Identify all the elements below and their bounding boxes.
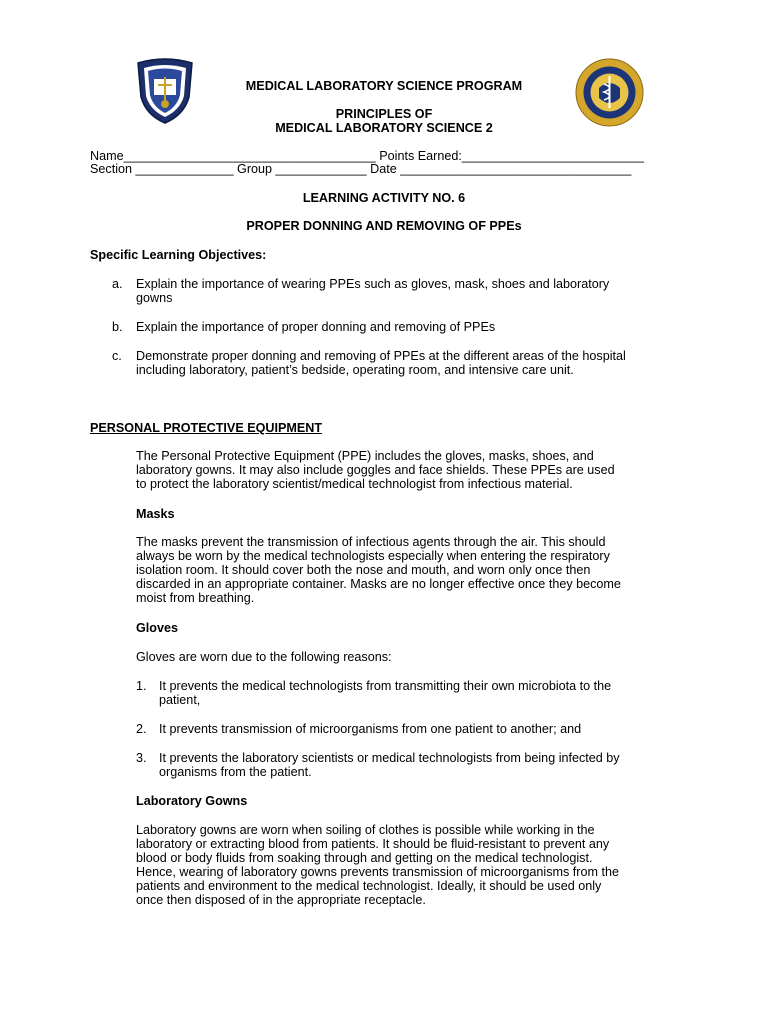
gloves-heading: Gloves <box>136 621 178 635</box>
ppe-intro-line: to protect the laboratory scientist/medical technologist from infectious material. <box>136 477 573 491</box>
gloves-item-line: It prevents the laboratory scientists or medical technologists from being infected by <box>159 751 620 765</box>
gloves-item-line: organisms from the patient. <box>159 765 312 779</box>
objective-text-line: Explain the importance of proper donning and removing of PPEs <box>136 320 496 334</box>
gloves-item-marker: 3. <box>136 751 147 765</box>
gowns-heading: Laboratory Gowns <box>136 794 248 808</box>
gowns-text-line: blood or body fluids from soaking through and getting on the medical technologist. <box>136 851 593 865</box>
activity-number: LEARNING ACTIVITY NO. 6 <box>302 191 466 205</box>
course-title-line-1: PRINCIPLES OF <box>335 107 433 121</box>
objective-text-line: including laboratory, patient’s bedside, operating room, and intensive care unit. <box>136 363 574 377</box>
masks-text-line: always be worn by the medical technologists especially when entering the respiratory <box>136 549 610 563</box>
gowns-text-line: once then disposed of in the appropriate receptacle. <box>136 893 426 907</box>
objective-text-line: Demonstrate proper donning and removing of PPEs at the different areas of the hospital <box>136 349 626 363</box>
gloves-item-line: It prevents the medical technologists from transmitting their own microbiota to the <box>159 679 612 693</box>
masks-text-line: moist from breathing. <box>136 591 255 605</box>
section-group-date-field-line: Section ______________ Group _____________ Date _________________________________ <box>90 162 632 176</box>
gowns-text-line: patients and environment to the medical technologist. Ideally, it should be used only <box>136 879 602 893</box>
gloves-item-marker: 2. <box>136 722 147 736</box>
ppe-intro-line: The Personal Protective Equipment (PPE) includes the gloves, masks, shoes, and <box>136 449 594 463</box>
gowns-text-line: laboratory or extracting blood from patients. It should be fluid-resistant to prevent any <box>136 837 610 851</box>
gloves-item-line: patient, <box>159 693 201 707</box>
objective-marker: b. <box>112 320 123 334</box>
gloves-item-line: It prevents transmission of microorganisms from one patient to another; and <box>159 722 582 736</box>
objective-marker: c. <box>112 349 122 363</box>
course-title-line-2: MEDICAL LABORATORY SCIENCE 2 <box>275 121 493 135</box>
ppe-section-heading: PERSONAL PROTECTIVE EQUIPMENT <box>90 421 323 435</box>
ppe-intro-line: laboratory gowns. It may also include goggles and face shields. These PPEs are used <box>136 463 615 477</box>
gloves-item-marker: 1. <box>136 679 147 693</box>
masks-text-line: isolation room. It should cover both the nose and mouth, and worn only once then <box>136 563 591 577</box>
objective-text-line: gowns <box>136 291 173 305</box>
objective-marker: a. <box>112 277 123 291</box>
gloves-intro: Gloves are worn due to the following reasons: <box>136 650 392 664</box>
masks-heading: Masks <box>136 507 175 521</box>
objectives-heading: Specific Learning Objectives: <box>90 248 267 262</box>
program-title: MEDICAL LABORATORY SCIENCE PROGRAM <box>245 79 523 93</box>
masks-text-line: discarded in an appropriate container. Masks are no longer effective once they become <box>136 577 621 591</box>
name-points-field-line: Name____________________________________ Points Earned:__________________________ <box>90 149 644 163</box>
activity-title: PROPER DONNING AND REMOVING OF PPEs <box>246 219 522 233</box>
objective-text-line: Explain the importance of wearing PPEs such as gloves, mask, shoes and laboratory <box>136 277 610 291</box>
gowns-text-line: Laboratory gowns are worn when soiling of clothes is possible while working in the <box>136 823 595 837</box>
gowns-text-line: Hence, wearing of laboratory gowns prevents transmission of microorganisms from the <box>136 865 619 879</box>
masks-text-line: The masks prevent the transmission of infectious agents through the air. This should <box>136 535 606 549</box>
